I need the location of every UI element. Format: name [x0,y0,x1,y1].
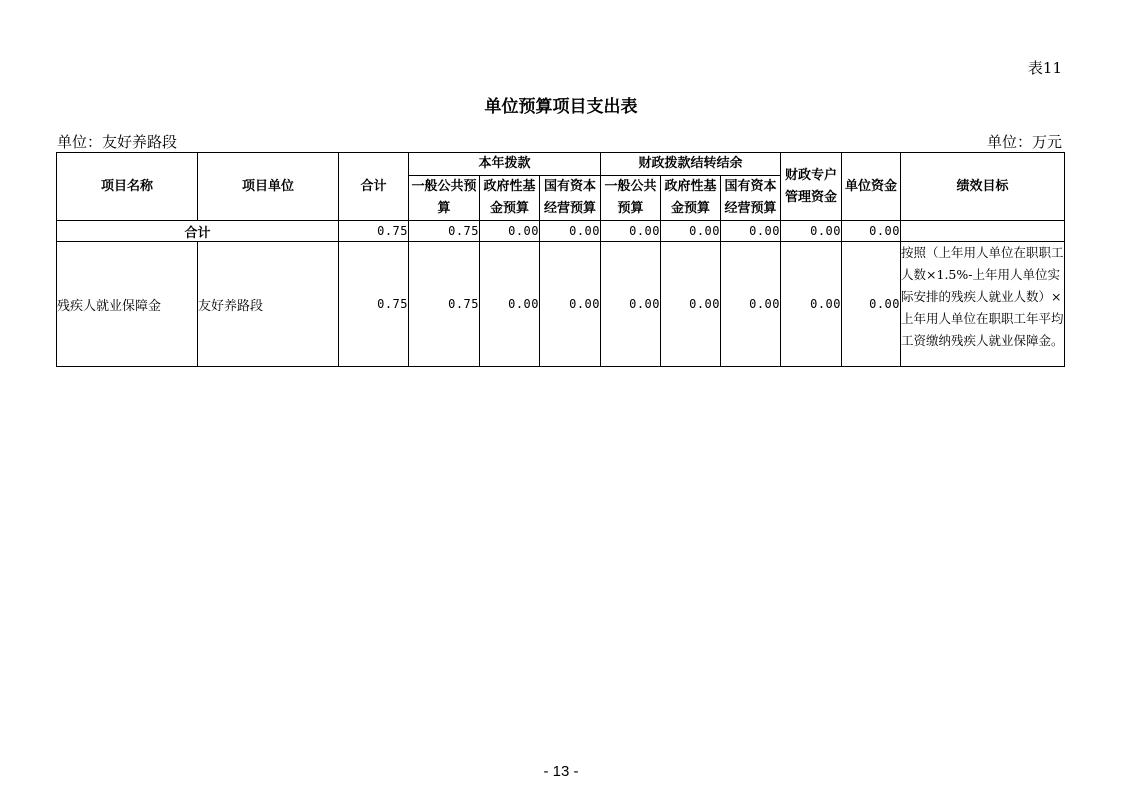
total-cell: 0.00 [601,221,661,242]
header-project-unit: 项目单位 [198,153,339,221]
header-performance: 绩效目标 [901,153,1065,221]
total-cell: 0.75 [409,221,480,242]
header-unit-funds: 单位资金 [842,153,901,221]
value-cell: 0.75 [409,242,480,367]
value-cell: 0.00 [480,242,540,367]
total-cell: 0.00 [480,221,540,242]
total-cell: 0.00 [540,221,601,242]
header-total: 合计 [339,153,409,221]
budget-table [56,152,1065,367]
table-total-row [57,221,1065,242]
header-special-mgmt: 财政专户管理资金 [781,153,842,221]
unit-label: 单位：友好养路段 [57,133,178,151]
table-number: 表11 [1027,59,1062,77]
total-cell: 0.75 [339,221,409,242]
page-title: 单位预算项目支出表 [484,97,638,117]
header-state-capital-carryover: 国有资本经营预算 [721,176,781,221]
header-general-budget: 一般公共预算 [409,176,480,221]
header-carryover: 财政拨款结转结余 [601,153,781,176]
page-number: - 13 - [543,763,579,780]
value-cell: 0.00 [781,242,842,367]
total-row-label: 合计 [57,221,339,242]
project-unit-cell: 友好养路段 [198,242,339,367]
project-name-cell: 残疾人就业保障金 [57,242,198,367]
header-project-name: 项目名称 [57,153,198,221]
value-cell: 0.00 [842,242,901,367]
header-state-capital: 国有资本经营预算 [540,176,601,221]
value-cell: 0.00 [601,242,661,367]
total-cell: 0.00 [661,221,721,242]
table-row [57,242,1065,367]
value-cell: 0.00 [721,242,781,367]
header-gov-fund-carryover: 政府性基金预算 [661,176,721,221]
total-cell: 0.00 [781,221,842,242]
header-gov-fund: 政府性基金预算 [480,176,540,221]
header-general-budget-carryover: 一般公共预算 [601,176,661,221]
value-cell: 0.00 [540,242,601,367]
header-current-year: 本年拨款 [409,153,601,176]
value-cell: 0.00 [661,242,721,367]
total-performance-cell [901,221,1065,242]
value-cell: 0.75 [339,242,409,367]
total-cell: 0.00 [842,221,901,242]
total-cell: 0.00 [721,221,781,242]
performance-goal-cell: 按照（上年用人单位在职职工人数×1.5%-上年用人单位实际安排的残疾人就业人数）×上年用人单位在职职工年平均工资缴纳残疾人就业保障金。 [901,242,1065,367]
currency-unit-label: 单位：万元 [986,133,1062,151]
